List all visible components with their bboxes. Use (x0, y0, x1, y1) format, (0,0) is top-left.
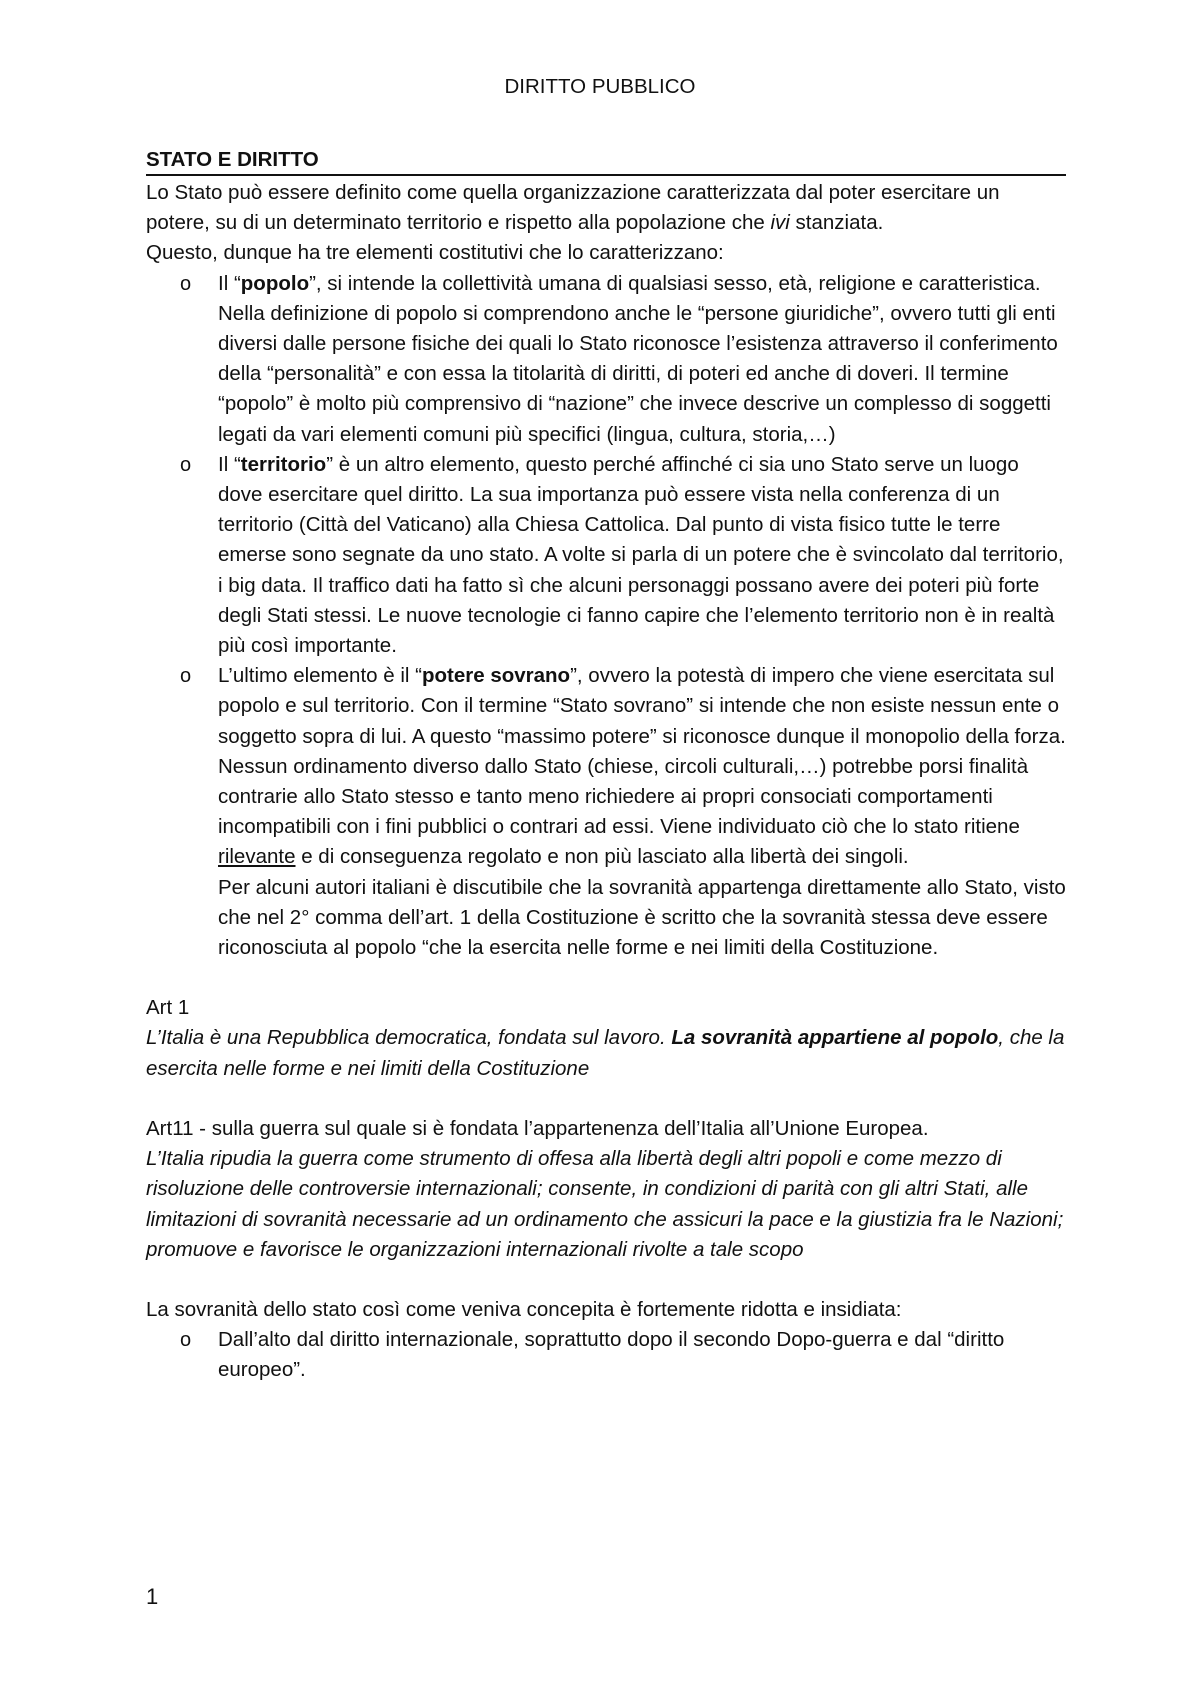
intro-italic-ivi: ivi (770, 211, 790, 235)
document-title: DIRITTO PUBBLICO (504, 75, 696, 98)
section-heading-stato-e-diritto: STATO E DIRITTO (146, 146, 1066, 176)
list-item-diritto-internazionale (180, 1325, 1066, 1385)
item-keyword-territorio: territorio (240, 452, 327, 476)
item-p2-text-a: Nessun ordinamento diverso dallo Stato (chiese, circoli culturali,…) potrebbe porsi finalità contrarie allo Stato stesso e tanto meno richiedere ai propri consociati comportamenti incompatibili con i fini pubblici o contrari ad essi. Viene individuato ciò che lo stato ritiene (218, 754, 1029, 839)
intro-paragraph (146, 178, 1066, 238)
spacer (146, 1084, 1066, 1114)
art1-text-b: , che la esercita nelle forme e nei limiti della Costituzione (146, 1026, 1065, 1080)
elements-list (146, 269, 1066, 964)
item-text-post: ”, si intende la collettività umana di qualsiasi sesso, età, religione e caratteristica. Nella definizione di popolo si comprendono anche le “persone giuridiche”, ovvero tutti gli enti diversi dalle persone fisiche dei quali lo Stato riconosce l’esistenza attraverso il conferimento della “personalità” e con essa la titolarità di diritti, di poteri ed anche di doveri. Il termine “popolo” è molto più comprensivo di “nazione” che invece descrive un complesso di soggetti legati da vari elementi comuni più specifici (lingua, cultura, storia,…) (218, 271, 1058, 446)
bullet-icon: o (180, 665, 192, 688)
sovranita-list (146, 1325, 1066, 1385)
item-text: Dall’alto dal diritto internazionale, soprattutto dopo il secondo Dopo-guerra e dal “diritto europeo”. (218, 1328, 1005, 1382)
intro-paragraph-2: Questo, dunque ha tre elementi costitutivi che lo caratterizzano: (146, 241, 724, 265)
list-item-territorio (180, 450, 1066, 661)
item-text-pre: Il “ (218, 452, 241, 476)
art1-text-a: L’Italia è una Repubblica democratica, fondata sul lavoro. (146, 1026, 672, 1050)
bullet-icon: o (180, 453, 192, 476)
art11-text: L’Italia ripudia la guerra come strumento di offesa alla libertà degli altri popoli e come mezzo di risoluzione delle controversie internazionali; consente, in condizioni di parità con gli altri Stati, alle limitazioni di sovranità necessarie ad un ordinamento che assicuri la pace e la giustizia fra le Nazioni; promuove e favorisce le organizzazioni internazionali rivolte a tale scopo (146, 1147, 1064, 1261)
bullet-icon: o (180, 1329, 192, 1352)
sovranita-intro: La sovranità dello stato così come veniva concepita è fortemente ridotta e insidiata: (146, 1297, 902, 1321)
item-paragraph-3: Per alcuni autori italiani è discutibile che la sovranità appartenga direttamente allo Stato, visto che nel 2° comma dell’art. 1 della Costituzione è scritto che la sovranità stessa deve essere riconosciuta al popolo “che la esercita nelle forme e nei limiti della Costituzione. (218, 875, 1066, 960)
item-paragraph-2 (218, 752, 1066, 873)
intro-text-b: stanziata. (789, 211, 884, 235)
item-text-pre: L’ultimo elemento è il “ (218, 664, 422, 688)
spacer (146, 963, 1066, 993)
art1-bold-text: La sovranità appartiene al popolo (671, 1026, 999, 1050)
art1-heading: Art 1 (146, 996, 190, 1020)
list-item-potere-sovrano (180, 661, 1066, 963)
item-text-pre: Il “ (218, 271, 241, 295)
item-keyword-popolo: popolo (240, 271, 310, 295)
item-p2-text-b: e di conseguenza regolato e non più lasciato alla libertà dei singoli. (295, 845, 909, 869)
intro-text-a: Lo Stato può essere definito come quella organizzazione caratterizzata dal poter esercitare un potere, su di un determinato territorio e rispetto alla popolazione che (146, 181, 1000, 235)
art1-text (146, 1023, 1066, 1083)
bullet-icon: o (180, 272, 192, 295)
item-text-post: ”, ovvero la potestà di impero che viene esercitata sul popolo e sul territorio. Con il termine “Stato sovrano” si intende che non esiste nessun ente o soggetto sopra di lui. A questo “massimo potere” si riconosce dunque il monopolio della forza. (218, 664, 1066, 748)
page-number: 1 (146, 1584, 159, 1609)
art11-heading: Art11 - sulla guerra sul quale si è fondata l’appartenenza dell’Italia all’Unione Europea. (146, 1116, 929, 1140)
list-item-popolo (180, 269, 1066, 450)
spacer (146, 1265, 1066, 1295)
document-body (146, 146, 1066, 1386)
item-paragraph-1 (218, 661, 1066, 752)
item-text-post: ” è un altro elemento, questo perché affinché ci sia uno Stato serve un luogo dove esercitare quel diritto. La sua importanza può essere vista nella conferenza di un territorio (Città del Vaticano) alla Chiesa Cattolica. Dal punto di vista fisico tutte le terre emerse sono segnate da uno stato. A volte si parla di un potere che è svincolato dal territorio, i big data. Il traffico dati ha fatto sì che alcuni personaggi possano avere dei poteri più forte degli Stati stessi. Le nuove tecnologie ci fanno capire che l’elemento territorio non è in realtà più così importante. (218, 452, 1064, 658)
item-keyword-potere-sovrano: potere sovrano (421, 664, 571, 688)
item-underlined-rilevante: rilevante (218, 845, 296, 869)
